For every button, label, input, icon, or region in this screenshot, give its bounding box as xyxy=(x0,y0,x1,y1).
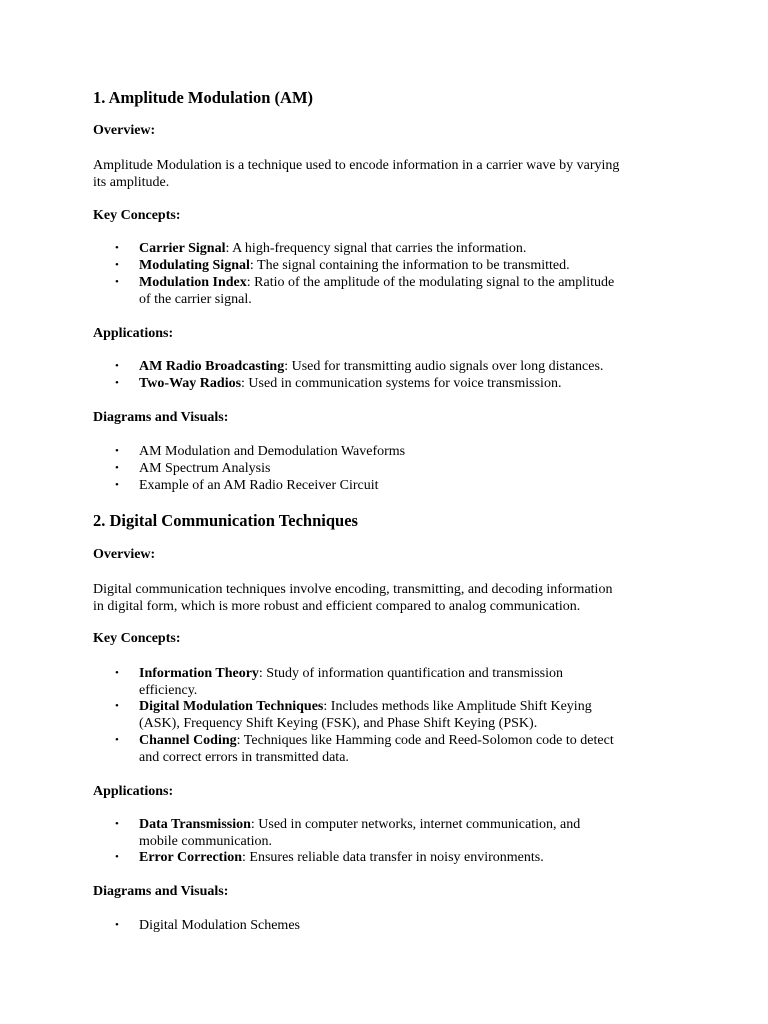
list-item-continuation: of the carrier signal. xyxy=(139,292,252,307)
bullet-icon: • xyxy=(115,667,119,679)
list-item-text xyxy=(139,240,526,257)
list-item-desc: : The signal containing the information to be transmitted. xyxy=(249,258,570,273)
bullet-icon: • xyxy=(115,462,119,474)
list-item-term: Information Theory xyxy=(139,666,259,681)
list-item-text xyxy=(139,274,614,308)
list-item-text xyxy=(139,849,544,866)
section-1-overview-label: Overview: xyxy=(93,123,156,138)
list-item-text xyxy=(139,665,563,699)
list-item-desc: : Ratio of the amplitude of the modulating signal to the amplitude xyxy=(246,275,615,290)
bullet-icon: • xyxy=(115,377,119,389)
list-item-desc: : Ensures reliable data transfer in noisy environments. xyxy=(242,850,544,865)
list-item-desc: : Used for transmitting audio signals over long distances. xyxy=(284,359,604,374)
section-2-heading: 2. Digital Communication Techniques xyxy=(93,511,358,530)
bullet-icon: • xyxy=(115,479,119,491)
section-1-overview-text xyxy=(93,157,619,191)
list-item-term: Modulating Signal xyxy=(139,258,250,273)
list-item-desc: : Used in communication systems for voice transmission. xyxy=(241,376,562,391)
list-item-desc: : A high-frequency signal that carries the information. xyxy=(225,241,527,256)
section-2-diagrams-label: Diagrams and Visuals: xyxy=(93,884,229,899)
list-item-text xyxy=(139,257,570,274)
list-item-text xyxy=(139,732,614,766)
list-item-continuation: efficiency. xyxy=(139,683,198,698)
list-item-term: Error Correction xyxy=(139,850,243,865)
bullet-icon: • xyxy=(115,700,119,712)
list-item-term: AM Radio Broadcasting xyxy=(139,359,285,374)
bullet-icon: • xyxy=(115,445,119,457)
list-item-text xyxy=(139,375,561,392)
list-item-text xyxy=(139,698,592,732)
section-1-key-concepts-label: Key Concepts: xyxy=(93,208,181,223)
bullet-icon: • xyxy=(115,818,119,830)
section-1-overview-line-1: Amplitude Modulation is a technique used to encode information in a carrier wave by varying xyxy=(93,158,620,173)
section-2-overview-text xyxy=(93,581,612,615)
section-2-overview-line-2: in digital form, which is more robust and efficient compared to analog communication. xyxy=(93,599,581,614)
list-item-text xyxy=(139,816,580,850)
list-item-desc: : Includes methods like Amplitude Shift Keying xyxy=(323,699,592,714)
bullet-icon: • xyxy=(115,734,119,746)
bullet-icon: • xyxy=(115,276,119,288)
section-2-key-concepts-label: Key Concepts: xyxy=(93,631,181,646)
list-item-term: Two-Way Radios xyxy=(139,376,242,391)
list-item-text: AM Modulation and Demodulation Waveforms xyxy=(139,444,406,459)
bullet-icon: • xyxy=(115,919,119,931)
list-item-text: Example of an AM Radio Receiver Circuit xyxy=(139,478,379,493)
section-2-overview-label: Overview: xyxy=(93,547,156,562)
section-1-diagrams-label: Diagrams and Visuals: xyxy=(93,410,229,425)
list-item-desc: : Techniques like Hamming code and Reed-Solomon code to detect xyxy=(236,733,614,748)
list-item-continuation: and correct errors in transmitted data. xyxy=(139,750,349,765)
list-item-term: Channel Coding xyxy=(139,733,237,748)
list-item-desc: : Study of information quantification and transmission xyxy=(258,666,563,681)
bullet-icon: • xyxy=(115,242,119,254)
list-item-term: Carrier Signal xyxy=(139,241,226,256)
list-item-term: Modulation Index xyxy=(139,275,247,290)
list-item-text: AM Spectrum Analysis xyxy=(139,461,271,476)
list-item-text: Digital Modulation Schemes xyxy=(139,918,300,933)
list-item-term: Data Transmission xyxy=(139,817,251,832)
bullet-icon: • xyxy=(115,851,119,863)
bullet-icon: • xyxy=(115,360,119,372)
section-1-applications-label: Applications: xyxy=(93,326,174,341)
section-2-overview-line-1: Digital communication techniques involve encoding, transmitting, and decoding information xyxy=(93,582,613,597)
section-2-applications-label: Applications: xyxy=(93,784,174,799)
list-item-desc: : Used in computer networks, internet communication, and xyxy=(250,817,581,832)
bullet-icon: • xyxy=(115,259,119,271)
list-item-term: Digital Modulation Techniques xyxy=(139,699,324,714)
list-item-text xyxy=(139,358,603,375)
section-1-overview-line-2: its amplitude. xyxy=(93,175,170,190)
section-1-heading: 1. Amplitude Modulation (AM) xyxy=(93,88,314,107)
list-item-continuation: (ASK), Frequency Shift Keying (FSK), and Phase Shift Keying (PSK). xyxy=(139,716,538,731)
list-item-continuation: mobile communication. xyxy=(139,834,272,849)
